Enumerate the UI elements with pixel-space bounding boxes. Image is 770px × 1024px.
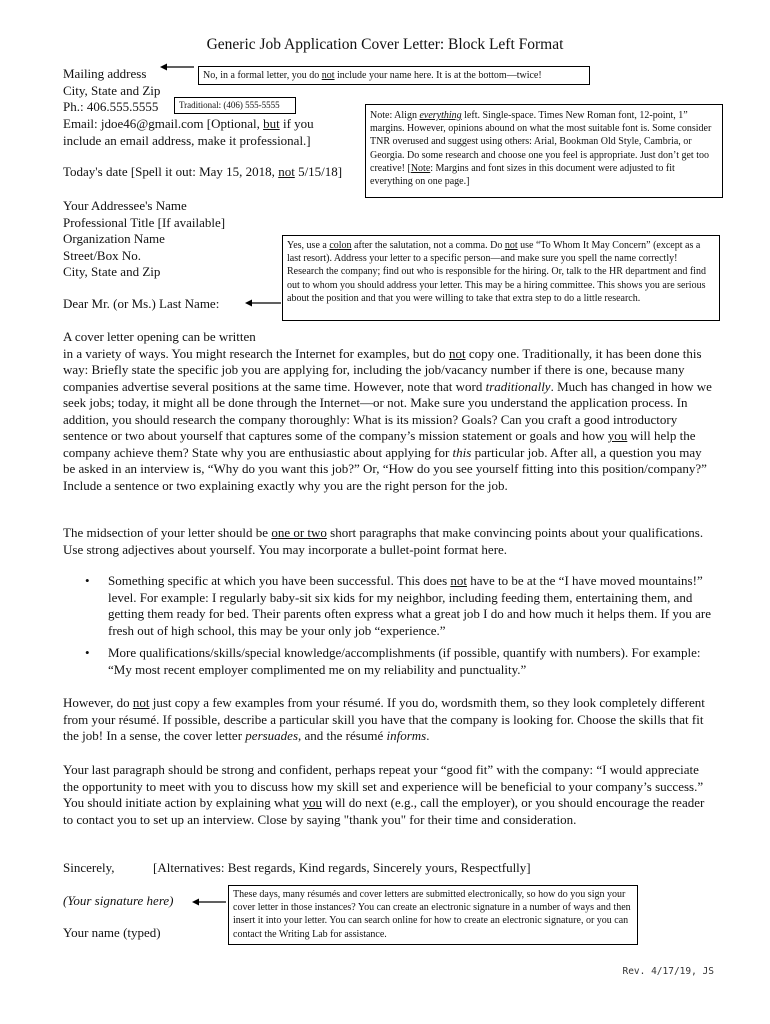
- addressee-title: Professional Title [If available]: [63, 214, 226, 230]
- resume-paragraph: However, do not just copy a few examples from your résumé. If you do, wordsmith them, so they look completely different from your résumé. If possible, describe a particular skill you have that the company is looking for. Choose the skills that fit the job! In a sense, the cover letter persuades, and the résumé informs.: [63, 695, 705, 743]
- format-note-frame: [365, 104, 723, 198]
- addressee-org: Organization Name: [63, 231, 165, 246]
- date-line: Today's date [Spell it out: May 15, 2018, not 5/15/18]: [63, 164, 343, 179]
- sender-city: City, State and Zip: [63, 82, 161, 98]
- format-note: Note: Align everything left. Single-space. Times New Roman font, 12-point, 1” margins. However, opinions abound on what the most suitable font is. Some consider TNR overused and suggest using others: Arial, Bookman Old Style, Cambria, or Georgia. Do some research and choose one you feel is appropriate. Just don’t get too creative! [Note: Margins and font sizes in this document were adjusted to fit everything on one page.]: [366, 106, 721, 196]
- salutation-note: Yes, use a colon after the salutation, not a comma. Do not use “To Whom It May Concern” (except as a last resort). Address your letter to a specific person—and make sure you spell the name correctly! Research the company; find out who is responsible for the hiring. Or, talk to the HR department and find out to whom you should address your letter. This may be a hiring committee. This shows you are serious about the position and that you were willing to take that extra step to do a little research.: [282, 235, 720, 321]
- list-item: • Something specific at which you have been successful. This does not have to be at the “I have moved mountains!” level. For example: I regularly baby-sit six kids for my neighbor, including feeding them, entertaining them, and getting them ready for bed. Their parents often express what a great job I do and how much it helps them. If you are fresh out of high school, this may be your only job “experience.”: [85, 573, 711, 638]
- opening-paragraph: A cover letter opening can be written in a variety of ways. You might research the Internet for examples, but do not copy one. Traditionally, it has been done this way: Briefly state the specific job you are applying for, including the job/vacancy number if there is one, because many companies advertise several positions at the same time. However, note that word traditionally. Much has changed in how we seek jobs; today, it might all be done through the Internet—or not. Make sure you understand the application process. In addition, you should research the company thoroughly: What is its mission? Goals? Can you craft a good introductory sentence or two about yourself that captures some of the company’s mission statement or goals and how you will help the company achieve them? State why you are enthusiastic about applying for this particular job. After all, a question you may be asked in an interview is, “Why do you want this job?” Or, “How do you see yourself fitting into this position/company?” Include a sentence or two explaining exactly why you are the right person for the job.: [63, 329, 712, 493]
- arrow-left-icon: [245, 299, 283, 307]
- addressee-city: City, State and Zip: [63, 264, 161, 279]
- signature-placeholder: (Your signature here): [63, 893, 174, 908]
- midsection-paragraph: The midsection of your letter should be one or two short paragraphs that make convincing points about your qualifications. Use strong adjectives about yourself. You may incorporate a bullet-point format here.: [63, 525, 704, 557]
- addressee-block: [63, 198, 303, 281]
- page-title: Generic Job Application Cover Letter: Block Left Format: [206, 36, 564, 53]
- revision-footer: Rev. 4/17/19, JS: [622, 966, 714, 977]
- arrow-left-icon: [160, 63, 196, 71]
- sign-off: Sincerely,: [63, 860, 115, 875]
- closing-paragraph: Your last paragraph should be strong and confident, perhaps repeat your “good fit” with the company: “I would appreciate the opportunity to meet with you to discuss how my skill set and experience will be beneficial to your company’s success.” You should initiate action by explaining what you will do next (e.g., call the employer), or you should encourage the reader to contact you to set up an interview. Close by saying "thank you" for their time and consideration.: [63, 762, 705, 827]
- addressee-street: Street/Box No.: [63, 247, 141, 263]
- sender-phone: Ph.: 406.555.5555: [63, 99, 159, 114]
- list-item: • More qualifications/skills/special knowledge/accomplishments (if possible, quantify with numbers). For example: “My most recent employer complimented me on my reliability and punctuality.”: [85, 645, 701, 677]
- arrow-left-icon: [192, 898, 228, 906]
- name-note: No, in a formal letter, you do not include your name here. It is at the bottom—twice!: [198, 66, 590, 85]
- phone-note: Traditional: (406) 555-5555: [174, 97, 296, 114]
- sender-email: Email: jdoe46@gmail.com [Optional, but if you include an email address, make it professional.]: [63, 116, 314, 148]
- mailing-address: Mailing address: [63, 66, 147, 81]
- signature-note: These days, many résumés and cover letters are submitted electronically, so how do you sign your cover letter in those instances? You can create an electronic signature in a number of ways and then insert it into your letter. You can search online for how to create an electronic signature, or you can contact the Writing Lab for assistance.: [228, 885, 638, 945]
- typed-name: Your name (typed): [63, 925, 161, 940]
- salutation: Dear Mr. (or Ms.) Last Name:: [63, 296, 220, 311]
- qualification-list: [63, 573, 713, 684]
- sign-off-alternatives: [Alternatives: Best regards, Kind regards, Sincerely yours, Respectfully]: [153, 860, 531, 875]
- addressee-name: Your Addressee's Name: [63, 198, 187, 213]
